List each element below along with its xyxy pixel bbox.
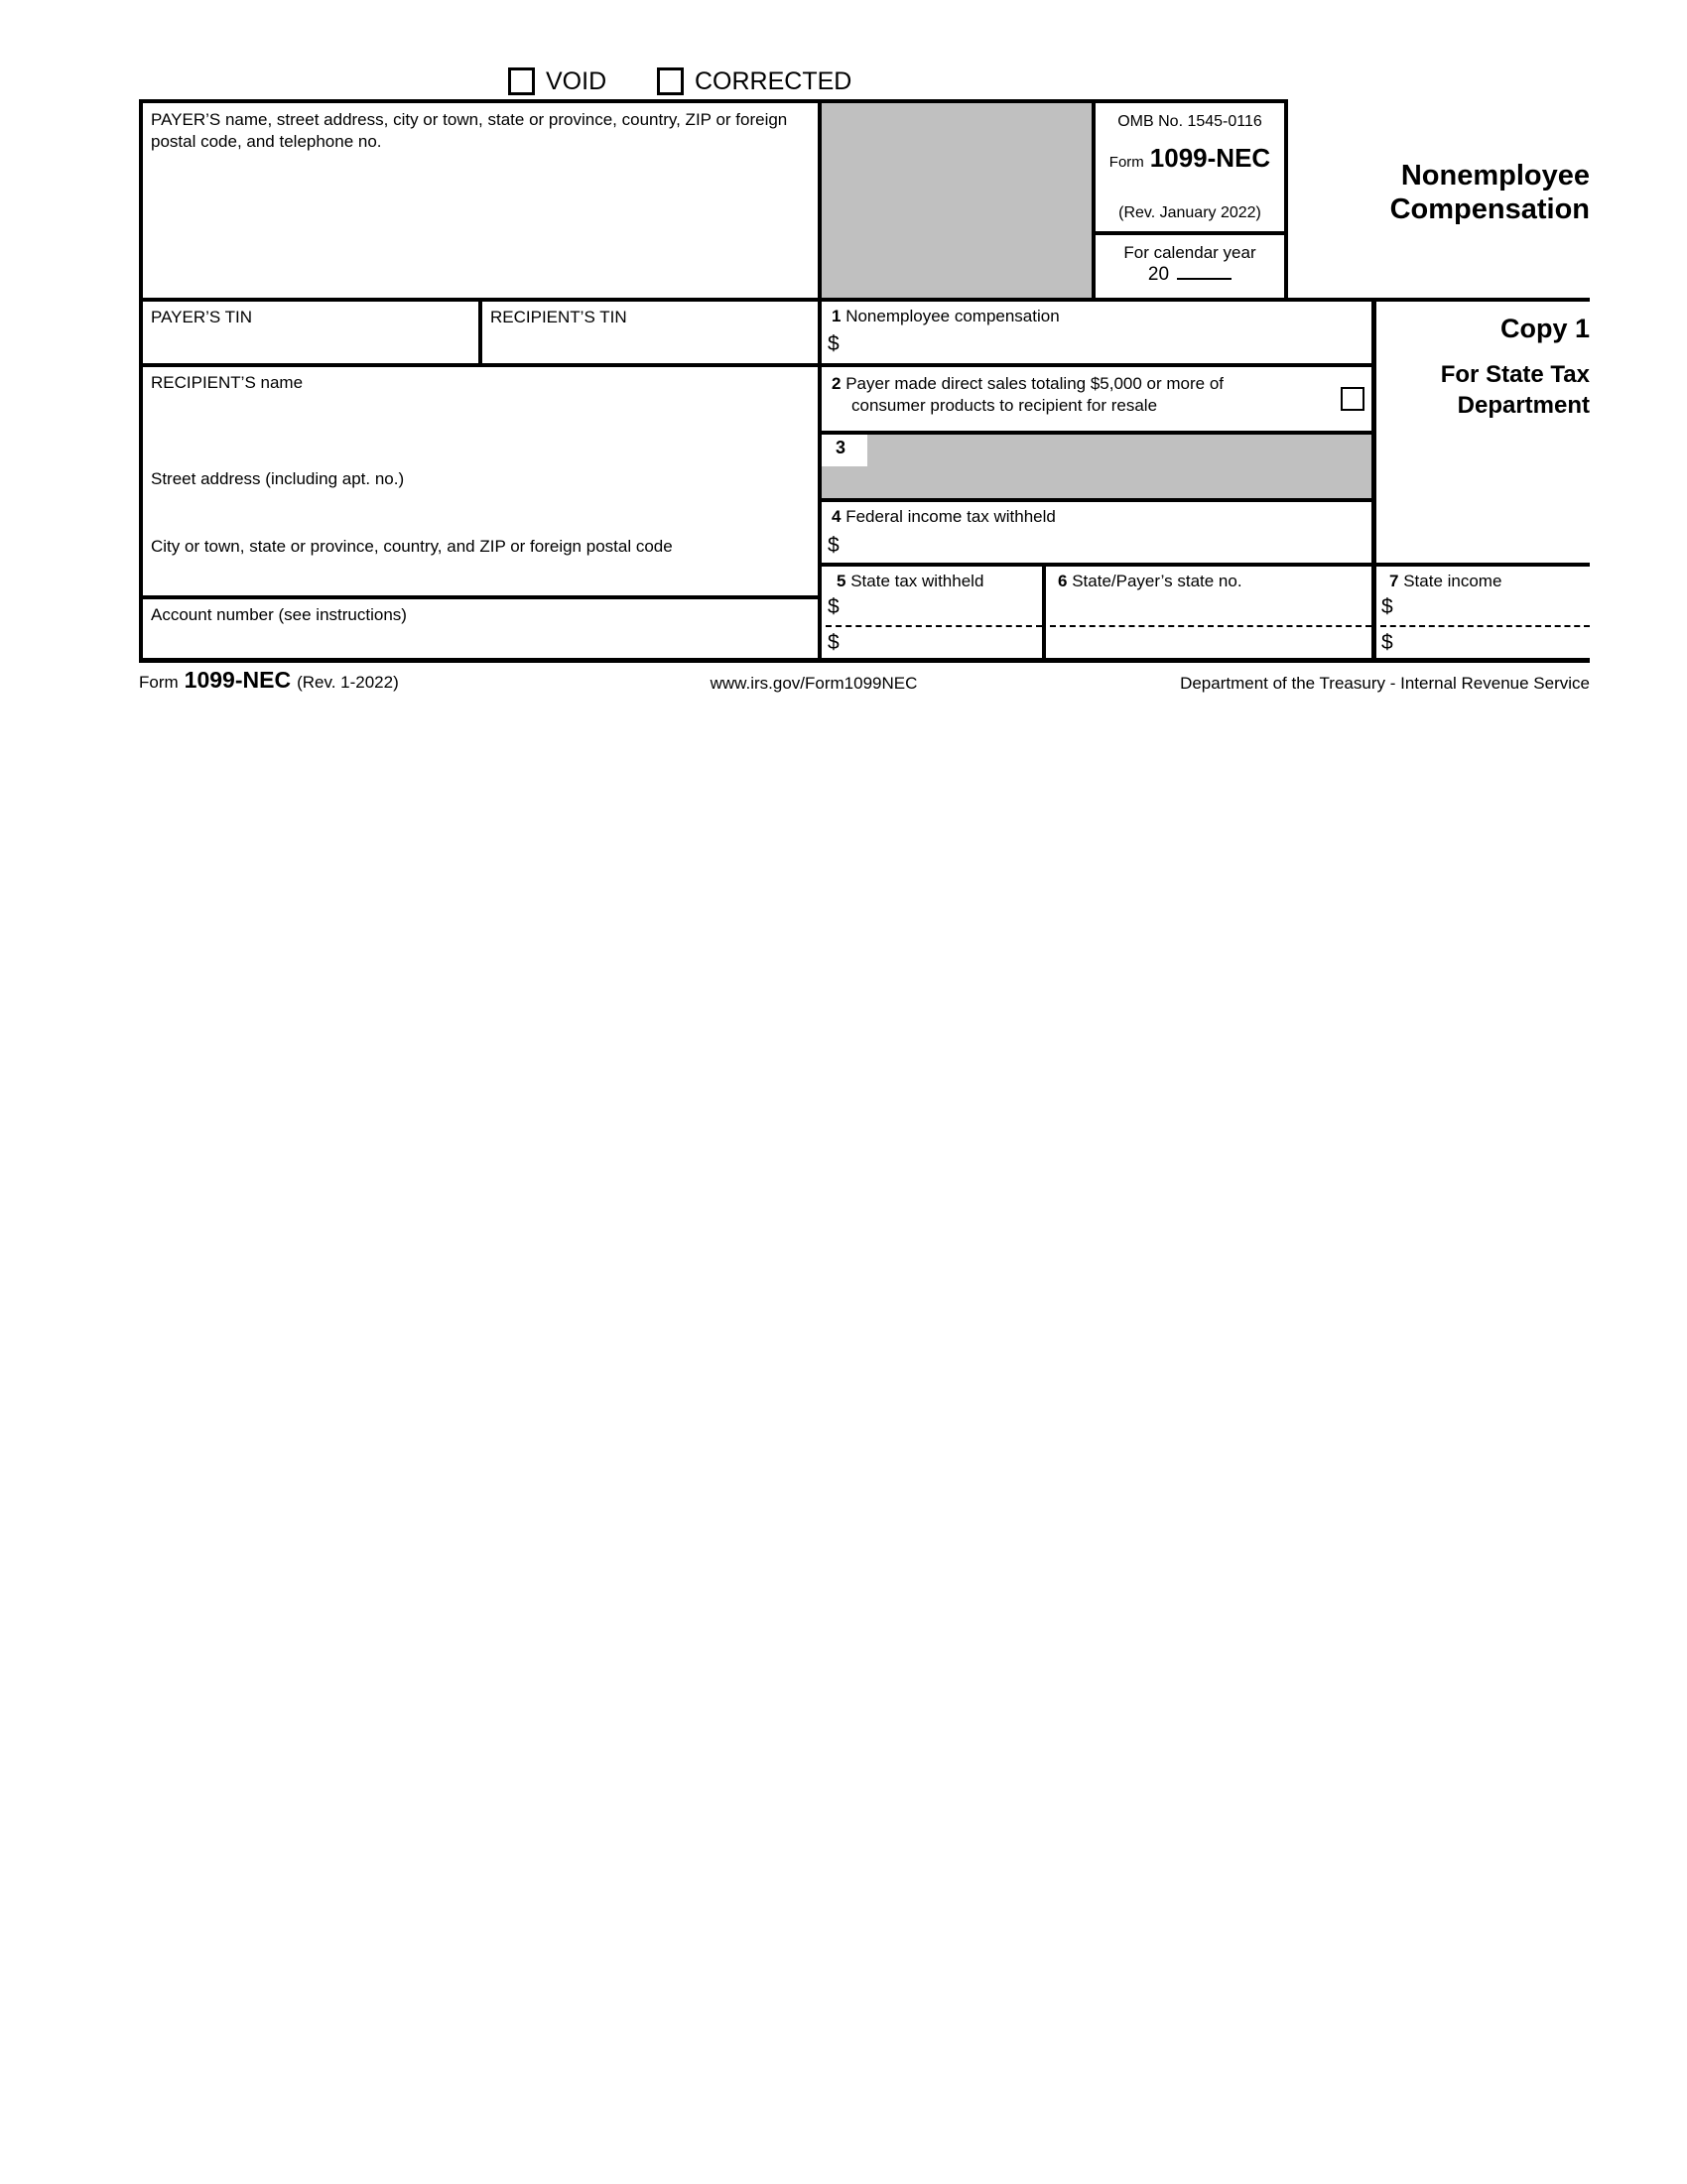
form-title: [1300, 159, 1590, 226]
box1-label: [832, 306, 1060, 327]
recipient-tin-label: RECIPIENT’S TIN: [490, 308, 627, 326]
box5-amount-bottom-field[interactable]: [851, 631, 1038, 655]
recipient-tin-field[interactable]: [486, 329, 814, 359]
footer-form-number: 1099-NEC: [184, 667, 292, 693]
corrected-checkbox[interactable]: [657, 67, 684, 95]
grid-line: [1284, 99, 1288, 302]
grid-line: [139, 595, 822, 599]
box6-text: State/Payer’s state no.: [1072, 572, 1242, 590]
box5-dollar-sign-bottom: $: [828, 631, 840, 654]
recipient-name-label: RECIPIENT’S name: [151, 373, 304, 392]
payer-tin-label: PAYER’S TIN: [151, 308, 253, 326]
box7-dollar-sign-top: $: [1381, 595, 1393, 618]
box1-number: 1: [832, 307, 842, 325]
grid-line: [1371, 298, 1376, 663]
box4-dollar-sign: $: [828, 534, 840, 557]
copy-label: Copy 1: [1499, 314, 1590, 343]
box7-label: [1389, 571, 1501, 592]
street-address-label: Street address (including apt. no.): [151, 469, 405, 488]
copy-for-line1: For State Tax: [1440, 361, 1590, 388]
box4-amount-field[interactable]: [851, 533, 1363, 559]
box3-number: 3: [836, 438, 846, 457]
dashed-separator: [826, 625, 1042, 627]
box4-text: Federal income tax withheld: [845, 507, 1056, 526]
grid-line: [478, 298, 482, 367]
box7-amount-bottom-field[interactable]: [1405, 631, 1588, 655]
city-label: City or town, state or province, country, and ZIP or foreign postal code: [151, 537, 673, 556]
box4-number: 4: [832, 507, 842, 526]
account-number-label: Account number (see instructions): [151, 605, 407, 624]
box2-number: 2: [832, 374, 842, 393]
form-title-line1: Nonemployee: [1400, 160, 1590, 192]
city-field[interactable]: [147, 560, 814, 591]
payer-info-field[interactable]: [147, 157, 812, 294]
copy-for-line2: Department: [1457, 392, 1590, 419]
box2-label: [832, 373, 1224, 395]
footer-revision: (Rev. 1-2022): [297, 673, 399, 692]
box1-amount-field[interactable]: [851, 331, 1363, 359]
box7-dollar-sign-bottom: $: [1381, 631, 1393, 654]
box6-state-no-bottom-field[interactable]: [1052, 631, 1367, 655]
box6-label: [1058, 571, 1242, 592]
box6-number: 6: [1058, 572, 1068, 590]
box5-label: [837, 571, 983, 592]
form-word: Form: [1108, 154, 1144, 171]
box6-state-no-top-field[interactable]: [1052, 595, 1367, 621]
calendar-year-prefix: 20: [1147, 264, 1170, 285]
footer-form-word: Form: [139, 673, 179, 692]
payer-info-line2: or foreign postal code, and telephone no.: [151, 110, 788, 151]
copy-recipient-block: [1381, 359, 1590, 421]
box5-number: 5: [837, 572, 846, 590]
calendar-year-blank-field[interactable]: [1177, 264, 1232, 280]
box7-text: State income: [1403, 572, 1502, 590]
box5-amount-top-field[interactable]: [851, 595, 1038, 621]
grid-line: [818, 563, 1590, 567]
box5-text: State tax withheld: [850, 572, 984, 590]
void-checkbox[interactable]: [508, 67, 535, 95]
void-label: VOID: [546, 67, 607, 95]
box7-number: 7: [1389, 572, 1399, 590]
payer-info-line1: PAYER’S name, street address, city or town, state or province, country, ZIP: [151, 110, 712, 129]
footer-department: Department of the Treasury - Internal Revenue Service: [1180, 674, 1590, 693]
form-revision: (Rev. January 2022): [1118, 204, 1261, 221]
box2-checkbox[interactable]: [1341, 387, 1364, 411]
box2-label-line2: consumer products to recipient for resale: [851, 396, 1158, 415]
form-number: 1099-NEC: [1149, 143, 1271, 173]
box3-shaded-area: [822, 433, 1371, 498]
grid-line: [139, 99, 143, 663]
corrected-label: CORRECTED: [695, 67, 852, 95]
calendar-year-label: For calendar year: [1123, 243, 1256, 262]
footer-form-id: [139, 669, 399, 694]
dashed-separator: [1380, 625, 1590, 627]
footer-url[interactable]: www.irs.gov/Form1099NEC: [710, 674, 918, 693]
box2-text-line1: Payer made direct sales totaling $5,000 or more of: [845, 374, 1225, 393]
omb-number: OMB No. 1545-0116: [1117, 113, 1262, 130]
dashed-separator: [1050, 625, 1371, 627]
street-address-field[interactable]: [147, 492, 814, 530]
recipient-name-field[interactable]: [147, 397, 814, 458]
grid-line: [139, 363, 1375, 367]
box4-label: [832, 506, 1056, 528]
grid-line: [818, 431, 1375, 435]
grid-line: [818, 498, 1375, 502]
box5-dollar-sign-top: $: [828, 595, 840, 618]
grid-line: [1042, 563, 1046, 663]
box1-dollar-sign: $: [828, 332, 840, 355]
account-number-field[interactable]: [147, 627, 814, 655]
box7-amount-top-field[interactable]: [1405, 595, 1588, 621]
calendar-year-row: [1096, 264, 1284, 286]
grid-line: [1092, 231, 1288, 235]
form-title-line2: Compensation: [1389, 193, 1590, 225]
form-number-block: [1096, 143, 1284, 174]
grid-line: [139, 99, 1288, 103]
payer-tin-field[interactable]: [147, 329, 474, 359]
payer-info-label: [151, 109, 811, 153]
box1-text: Nonemployee compensation: [845, 307, 1060, 325]
grid-line: [818, 99, 822, 663]
header-shaded-area: [822, 99, 1092, 298]
